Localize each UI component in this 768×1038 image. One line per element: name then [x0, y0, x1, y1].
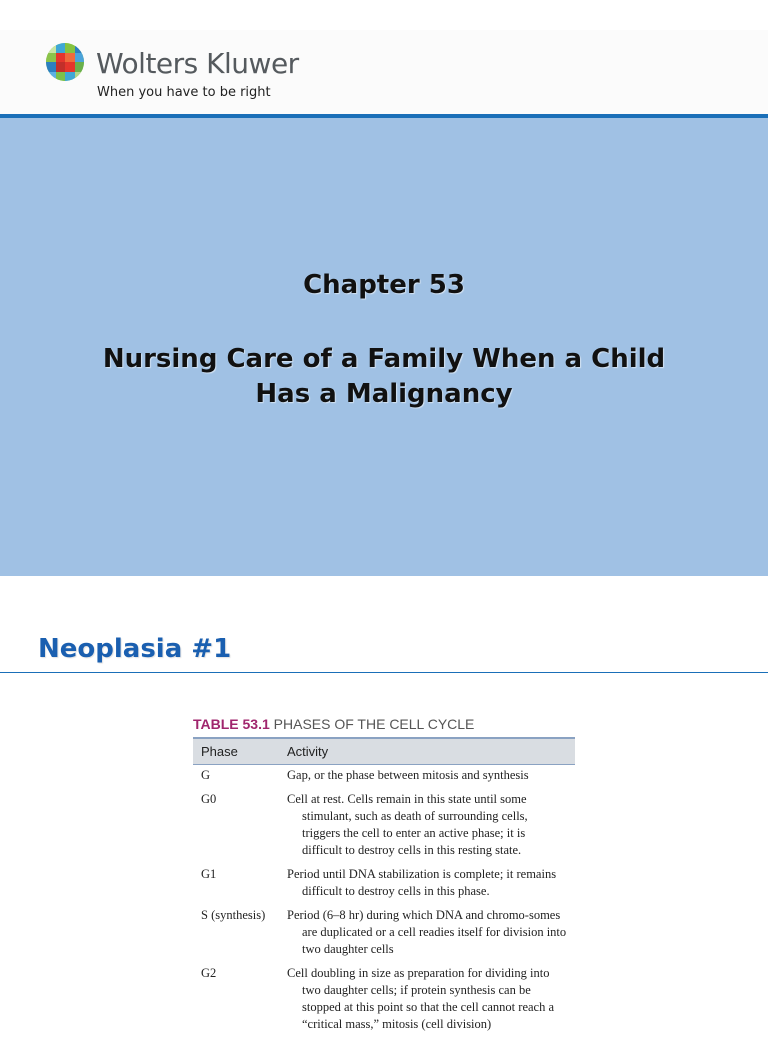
cell-cycle-table	[193, 737, 575, 1038]
brand-tagline: When you have to be right	[97, 85, 271, 100]
slide-heading: Neoplasia #1	[38, 634, 232, 664]
title-slide	[0, 30, 768, 576]
column-header-phase: Phase	[193, 738, 279, 765]
table-number: TABLE 53.1	[193, 716, 270, 732]
chapter-label: Chapter 53	[303, 270, 465, 300]
column-header-activity: Activity	[279, 738, 575, 765]
phase-cell: G1	[201, 867, 217, 881]
table-caption	[193, 716, 474, 732]
phase-cell: G0	[201, 792, 217, 806]
activity-text: Cell doubling in size as preparation for dividing into two daughter cells; if protein synthesis can be stopped at this point so that the cell cannot reach a “critical mass,” mitosis (cell division)	[287, 966, 555, 1031]
phase-cell: G	[201, 768, 211, 782]
wolters-kluwer-logo-icon	[46, 43, 84, 81]
table-row	[193, 864, 575, 905]
activity-cell	[279, 905, 575, 963]
phase-cell: G2	[201, 966, 217, 980]
slide-header	[0, 30, 768, 114]
activity-text: Gap, or the phase between mitosis and synthesis	[287, 768, 529, 782]
table-header-row	[193, 738, 575, 765]
table-row	[193, 963, 575, 1038]
activity-text: Period (6–8 hr) during which DNA and chromo-somes are duplicated or a cell readies itself for division into two daughter cells	[287, 908, 567, 956]
activity-text: Cell at rest. Cells remain in this state until some stimulant, such as death of surrounding cells, triggers the cell to enter an active phase; it is difficult to destroy cells in this resting state.	[287, 792, 528, 857]
table-title: PHASES OF THE CELL CYCLE	[273, 716, 475, 732]
chapter-title: Nursing Care of a Family When a Child Has a Malignancy	[102, 344, 666, 409]
table-row	[193, 765, 575, 790]
activity-cell	[279, 789, 575, 864]
heading-divider	[0, 672, 768, 673]
activity-text: Period until DNA stabilization is complete; it remains difficult to destroy cells in this phase.	[287, 867, 557, 898]
header-divider	[0, 114, 768, 118]
phase-cell: S (synthesis)	[201, 908, 266, 922]
brand-name: Wolters Kluwer	[96, 47, 299, 80]
table-row	[193, 789, 575, 864]
activity-cell	[279, 963, 575, 1038]
activity-cell	[279, 765, 575, 790]
table-row	[193, 905, 575, 963]
activity-cell	[279, 864, 575, 905]
